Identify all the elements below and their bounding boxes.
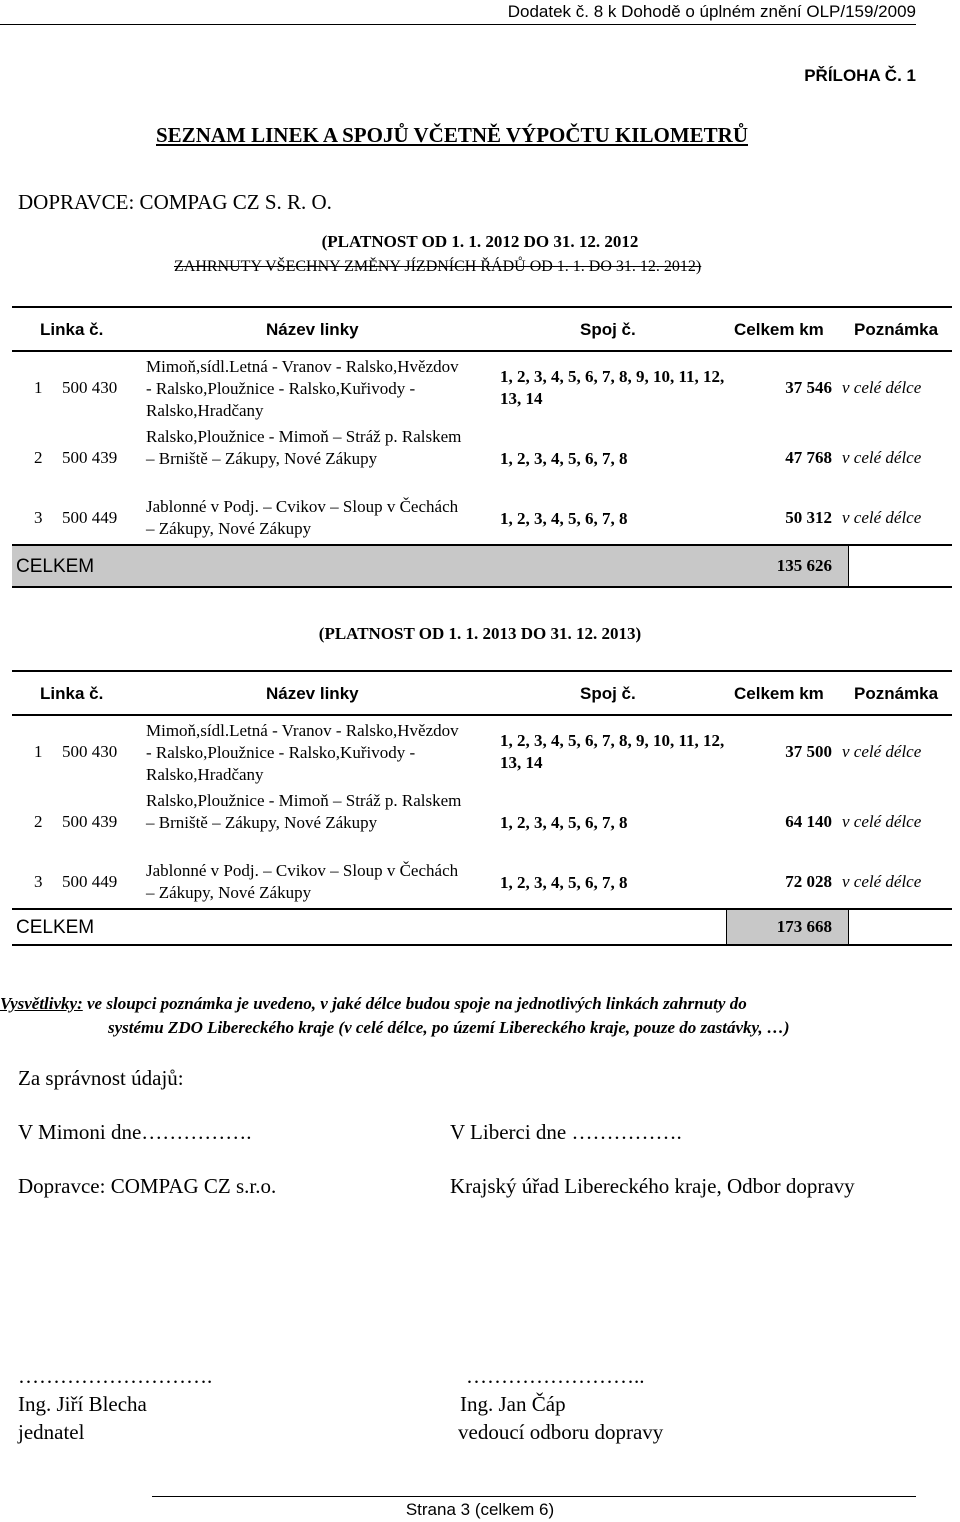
line-km: 72 028 — [785, 872, 832, 891]
validity-2013: (PLATNOST OD 1. 1. 2013 DO 31. 12. 2013) — [318, 624, 642, 643]
line-name: Ralsko,Ploužnice - Mimoň – Stráž p. Ralskem – Brniště – Zákupy, Nové Zákupy — [146, 427, 462, 468]
document-header-title: Dodatek č. 8 k Dohodě o úplném znění OLP/159/2009 — [507, 2, 916, 21]
col-spoj: Spoj č. — [580, 684, 636, 703]
total-row — [12, 544, 952, 586]
explanations-line-1 — [0, 992, 960, 1016]
line-note: v celé délce — [842, 812, 922, 831]
row-number: 2 — [34, 812, 43, 831]
total-km: 135 626 — [776, 556, 832, 575]
total-km: 173 668 — [776, 917, 832, 936]
col-km: Celkem km — [734, 684, 824, 703]
signature-line-right: …………………….. — [466, 1364, 645, 1388]
col-spoj: Spoj č. — [580, 320, 636, 339]
line-name: Ralsko,Ploužnice - Mimoň – Stráž p. Ralskem – Brniště – Zákupy, Nové Zákupy — [146, 791, 462, 832]
document-title: SEZNAM LINEK A SPOJŮ VČETNĚ VÝPOČTU KILOMETRŮ — [156, 123, 748, 147]
line-note: v celé délce — [842, 448, 922, 467]
signatory-role-right: vedoucí odboru dopravy — [458, 1420, 664, 1444]
signatory-name-right: Ing. Jan Čáp — [460, 1392, 566, 1416]
table-row — [12, 496, 952, 544]
header-rule — [0, 24, 916, 25]
table-row — [12, 352, 952, 424]
explanations — [0, 992, 960, 1040]
explanations-text-1: ve sloupci poznámka je uvedeno, v jaké délce budou spoje na jednotlivých linkách zahrnuty do — [82, 994, 747, 1013]
signatory-role-left: jednatel — [18, 1420, 85, 1444]
row-number: 2 — [34, 448, 43, 467]
carrier-line: DOPRAVCE: COMPAG CZ S. R. O. — [18, 190, 332, 214]
line-km: 47 768 — [785, 448, 832, 467]
place-date-right: V Liberci dne ……………. — [450, 1120, 682, 1144]
line-connections: 1, 2, 3, 4, 5, 6, 7, 8, 9, 10, 11, 12, 13, 14 — [500, 367, 725, 408]
line-number: 500 430 — [62, 742, 118, 761]
line-number: 500 449 — [62, 508, 118, 527]
lines-table-2012 — [12, 306, 952, 588]
line-name: Mimoň,sídl.Letná - Vranov - Ralsko,Hvězdov - Ralsko,Ploužnice - Ralsko,Kuřivody - Ralsko,Hradčany — [146, 721, 459, 784]
row-number: 3 — [34, 508, 43, 527]
signatory-name-left: Ing. Jiří Blecha — [18, 1392, 147, 1416]
line-name: Jablonné v Podj. – Cvikov – Sloup v Čechách – Zákupy, Nové Zákupy — [146, 497, 459, 538]
total-row — [12, 908, 952, 944]
table-row — [12, 716, 952, 788]
annex-label: PŘÍLOHA Č. 1 — [804, 66, 916, 85]
explanations-text-2: systému ZDO Libereckého kraje (v celé délce, po území Libereckého kraje, pouze do zastávky, …) — [108, 1018, 790, 1037]
page-number: Strana 3 (celkem 6) — [405, 1500, 555, 1519]
total-label: CELKEM — [16, 917, 95, 938]
party-right: Krajský úřad Libereckého kraje, Odbor dopravy — [450, 1174, 855, 1198]
changes-included-note: ZAHRNUTY VŠECHNY ZMĚNY JÍZDNÍCH ŘÁDŮ OD 1. 1. DO 31. 12. 2012) — [174, 258, 702, 275]
row-number: 3 — [34, 872, 43, 891]
line-km: 50 312 — [785, 508, 832, 527]
line-note: v celé délce — [842, 742, 922, 761]
col-nazev: Název linky — [266, 320, 359, 339]
line-note: v celé délce — [842, 378, 922, 397]
col-linka: Linka č. — [40, 684, 104, 703]
lines-table-2013 — [12, 670, 952, 946]
line-number: 500 430 — [62, 378, 118, 397]
table-row — [12, 788, 952, 860]
line-connections: 1, 2, 3, 4, 5, 6, 7, 8 — [500, 813, 628, 832]
total-shading — [12, 546, 848, 586]
line-connections: 1, 2, 3, 4, 5, 6, 7, 8, 9, 10, 11, 12, 13, 14 — [500, 731, 725, 772]
correctness-label: Za správnost údajů: — [18, 1066, 184, 1090]
line-name: Mimoň,sídl.Letná - Vranov - Ralsko,Hvězdov - Ralsko,Ploužnice - Ralsko,Kuřivody - Ralsko,Hradčany — [146, 357, 459, 420]
total-divider-left — [726, 910, 727, 944]
total-divider — [848, 546, 849, 586]
party-left: Dopravce: COMPAG CZ s.r.o. — [18, 1174, 277, 1198]
line-note: v celé délce — [842, 872, 922, 891]
line-connections: 1, 2, 3, 4, 5, 6, 7, 8 — [500, 873, 628, 892]
footer-rule — [152, 1496, 916, 1497]
table-header — [12, 672, 952, 716]
place-date-left: V Mimoni dne……………. — [18, 1120, 252, 1144]
line-km: 64 140 — [785, 812, 832, 831]
col-poznamka: Poznámka — [854, 684, 939, 703]
total-divider-right — [848, 910, 849, 944]
validity-2012: (PLATNOST OD 1. 1. 2012 DO 31. 12. 2012 — [321, 232, 639, 251]
line-number: 500 449 — [62, 872, 118, 891]
explanations-label: Vysvětlivky: — [0, 994, 83, 1013]
line-note: v celé délce — [842, 508, 922, 527]
total-label: CELKEM — [16, 556, 95, 577]
col-linka: Linka č. — [40, 320, 104, 339]
row-number: 1 — [34, 378, 43, 397]
line-km: 37 546 — [785, 378, 832, 397]
line-name: Jablonné v Podj. – Cvikov – Sloup v Čechách – Zákupy, Nové Zákupy — [146, 861, 459, 902]
signature-line-left: ………………………. — [18, 1364, 213, 1388]
line-km: 37 500 — [785, 742, 832, 761]
col-nazev: Název linky — [266, 684, 359, 703]
line-number: 500 439 — [62, 448, 118, 467]
table-row — [12, 424, 952, 496]
line-connections: 1, 2, 3, 4, 5, 6, 7, 8 — [500, 449, 628, 468]
table-header — [12, 308, 952, 352]
col-poznamka: Poznámka — [854, 320, 939, 339]
line-connections: 1, 2, 3, 4, 5, 6, 7, 8 — [500, 509, 628, 528]
row-number: 1 — [34, 742, 43, 761]
col-km: Celkem km — [734, 320, 824, 339]
line-number: 500 439 — [62, 812, 118, 831]
table-row — [12, 860, 952, 908]
